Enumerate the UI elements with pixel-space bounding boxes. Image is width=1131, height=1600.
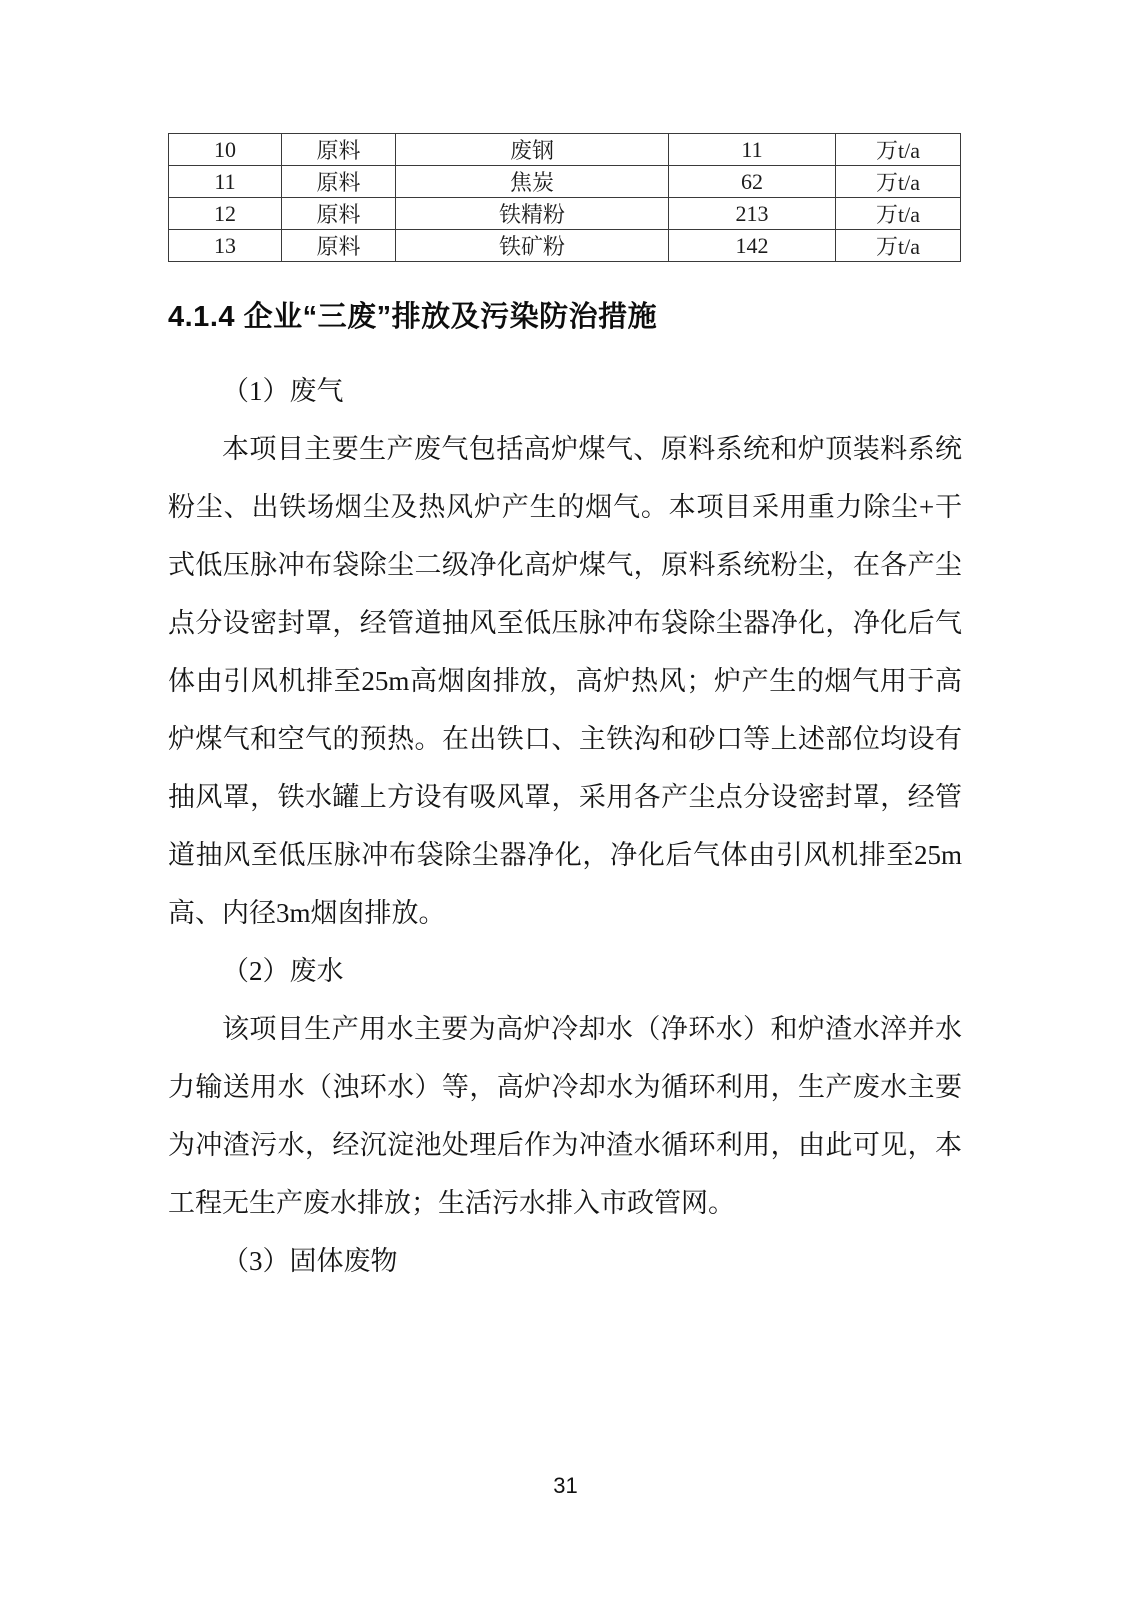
cell-value: 142 bbox=[669, 230, 836, 262]
cell-no: 11 bbox=[169, 166, 282, 198]
cell-name: 焦炭 bbox=[396, 166, 669, 198]
section-heading bbox=[168, 300, 962, 334]
cell-no: 12 bbox=[169, 198, 282, 230]
subsection-label-wastewater: （2）废水 bbox=[222, 956, 344, 986]
cell-no: 10 bbox=[169, 134, 282, 166]
cell-category: 原料 bbox=[282, 198, 396, 230]
subsection-label-solid-waste: （3）固体废物 bbox=[222, 1246, 398, 1276]
page-content bbox=[168, 133, 962, 1290]
cell-value: 213 bbox=[669, 198, 836, 230]
page-number: 31 bbox=[553, 1473, 578, 1498]
cell-name: 废钢 bbox=[396, 134, 669, 166]
section-heading-number: 4.1.4 bbox=[168, 301, 235, 333]
table-row bbox=[169, 198, 961, 230]
table-row bbox=[169, 134, 961, 166]
cell-value: 11 bbox=[669, 134, 836, 166]
cell-unit: 万t/a bbox=[836, 134, 961, 166]
section-heading-title: 企业“三废”排放及污染防治措施 bbox=[243, 301, 658, 333]
paragraph-wastewater: 该项目生产用水主要为高炉冷却水（净环水）和炉渣水淬并水力输送用水（浊环水）等，高炉冷却水为循环利用，生产废水主要为冲渣污水，经沉淀池处理后作为冲渣水循环利用，由此可见，本工程无生产废水排放；生活污水排入市政管网。 bbox=[168, 1014, 962, 1218]
cell-unit: 万t/a bbox=[836, 166, 961, 198]
cell-category: 原料 bbox=[282, 230, 396, 262]
body-text bbox=[168, 362, 962, 1290]
cell-name: 铁矿粉 bbox=[396, 230, 669, 262]
cell-unit: 万t/a bbox=[836, 198, 961, 230]
cell-unit: 万t/a bbox=[836, 230, 961, 262]
cell-name: 铁精粉 bbox=[396, 198, 669, 230]
cell-value: 62 bbox=[669, 166, 836, 198]
cell-category: 原料 bbox=[282, 166, 396, 198]
subsection-label-waste-gas: （1）废气 bbox=[222, 376, 344, 406]
cell-category: 原料 bbox=[282, 134, 396, 166]
materials-table bbox=[168, 133, 961, 262]
paragraph-waste-gas: 本项目主要生产废气包括高炉煤气、原料系统和炉顶装料系统粉尘、出铁场烟尘及热风炉产生的烟气。本项目采用重力除尘+干式低压脉冲布袋除尘二级净化高炉煤气，原料系统粉尘，在各产尘点分设密封罩，经管道抽风至低压脉冲布袋除尘器净化，净化后气体由引风机排至25m高烟囱排放，高炉热风；炉产生的烟气用于高炉煤气和空气的预热。在出铁口、主铁沟和砂口等上述部位均设有抽风罩，铁水罐上方设有吸风罩，采用各产尘点分设密封罩，经管道抽风至低压脉冲布袋除尘器净化，净化后气体由引风机排至25m高、内径3m烟囱排放。 bbox=[168, 434, 962, 928]
table-row bbox=[169, 230, 961, 262]
table-row bbox=[169, 166, 961, 198]
cell-no: 13 bbox=[169, 230, 282, 262]
